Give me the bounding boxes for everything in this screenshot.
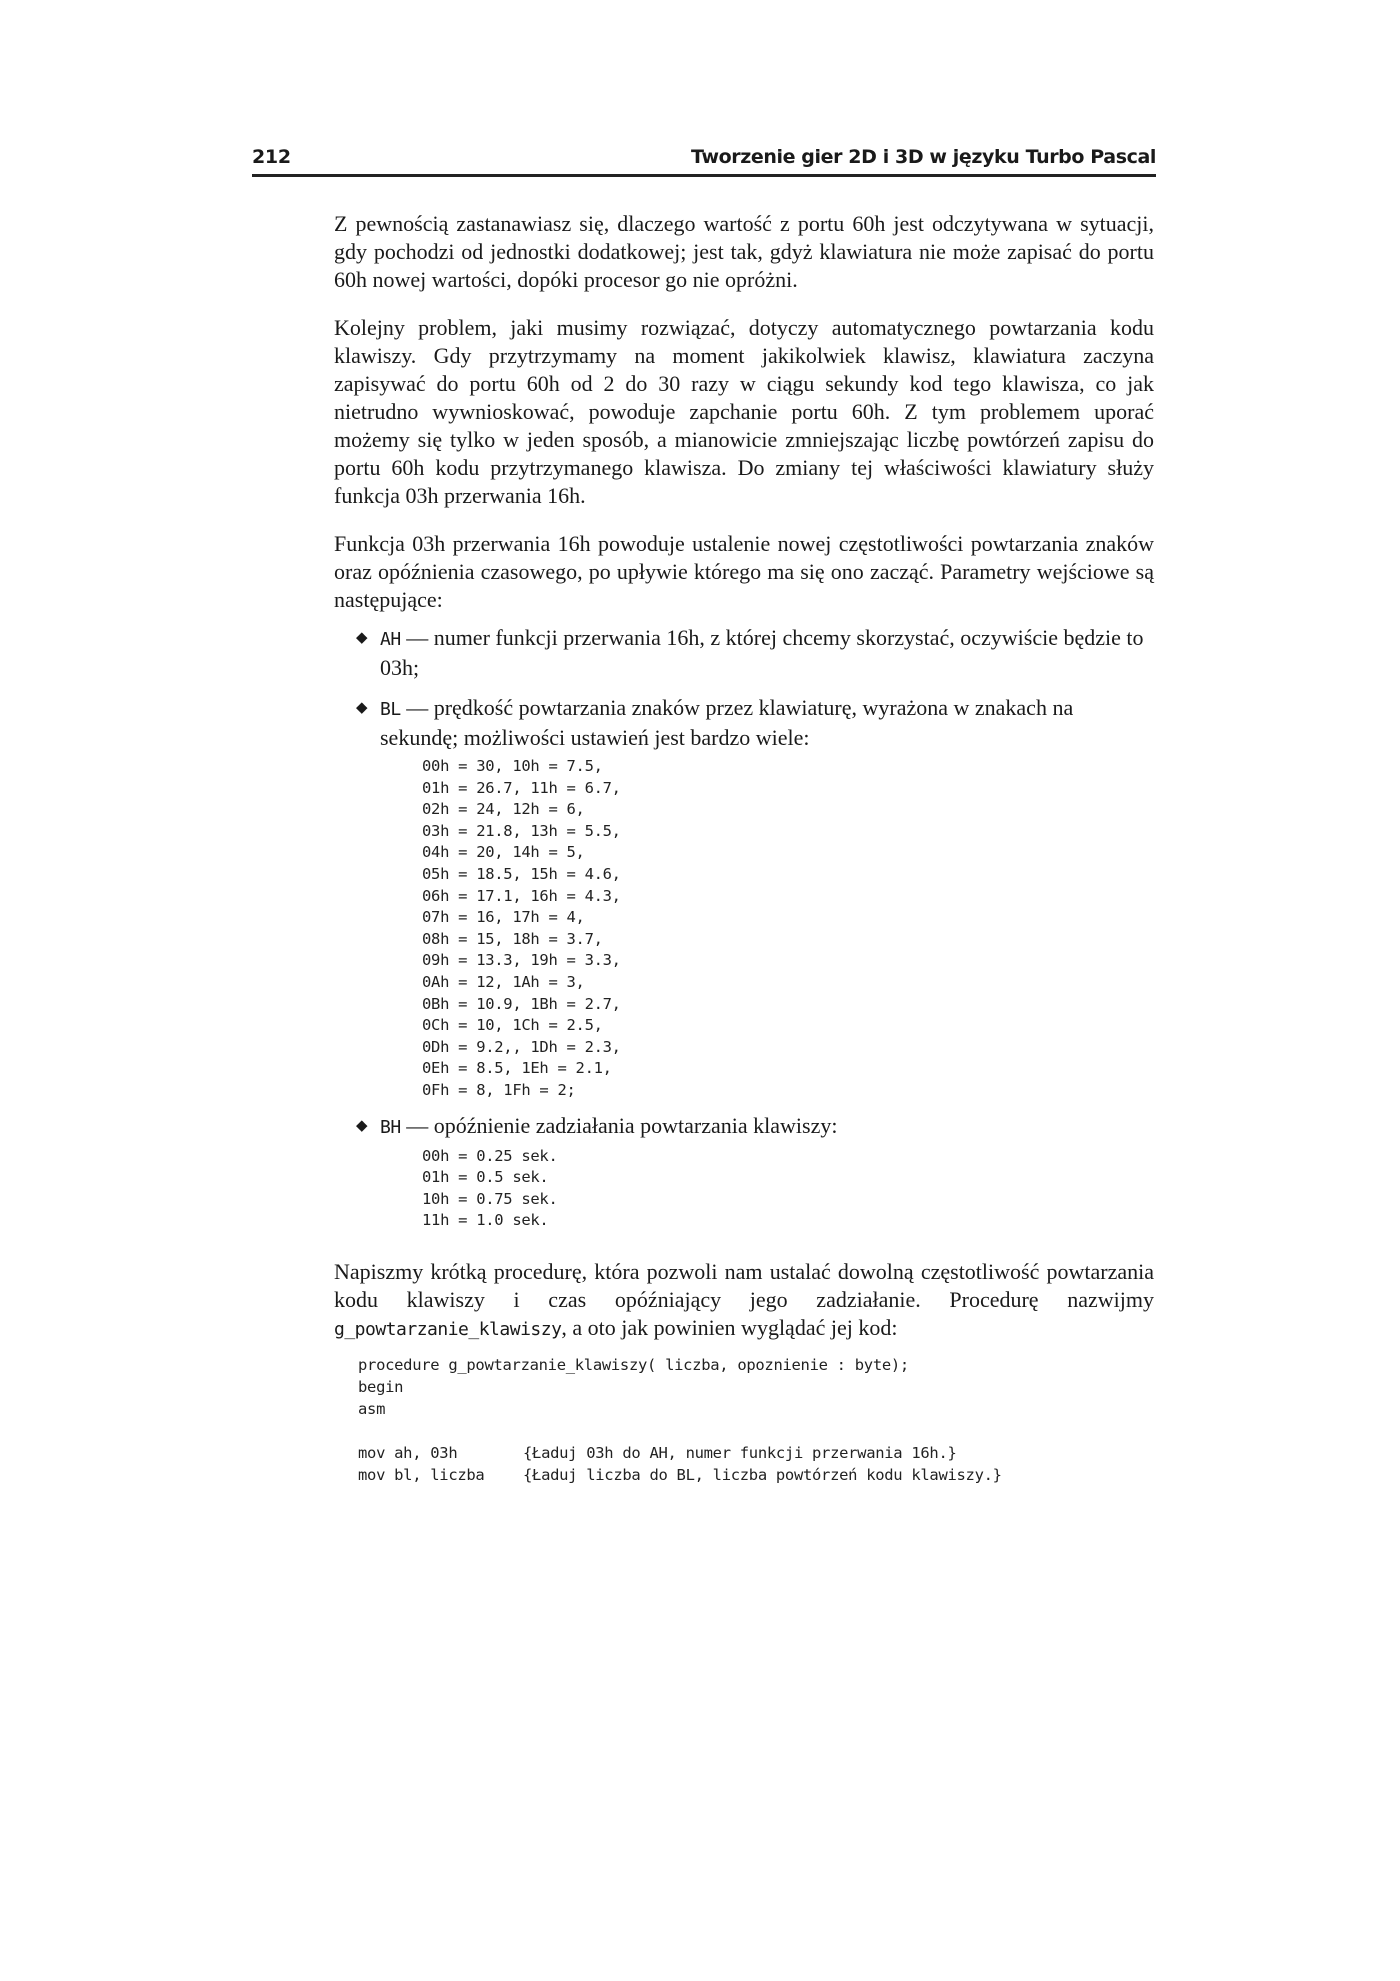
- code-listing: [358, 1354, 1154, 1486]
- register-name: BH: [380, 1116, 401, 1138]
- bl-values-list: [422, 756, 1154, 1102]
- bullet-item: [334, 694, 1154, 752]
- bullet-text: — opóźnienie zadziałania powtarzania klawiszy:: [400, 1112, 838, 1138]
- value-line: 0Dh = 9.2,, 1Dh = 2.3,: [422, 1037, 621, 1056]
- value-line: 0Eh = 8.5, 1Eh = 2.1,: [422, 1059, 612, 1078]
- paragraph-text: Napiszmy krótką procedurę, która pozwoli nam ustalać dowolną częstotliwość powtarzania kodu klawiszy i czas opóźniający jego zadziałanie. Procedurę nazwijmy: [334, 1258, 1154, 1312]
- paragraph: Funkcja 03h przerwania 16h powoduje ustalenie nowej częstotliwości powtarzania znaków oraz opóźnienia czasowego, po upływie którego ma się ono zacząć. Parametry wejściowe są następujące:: [334, 531, 1154, 612]
- value-line: 01h = 26.7, 11h = 6.7,: [422, 778, 621, 797]
- value-line: 07h = 16, 17h = 4,: [422, 908, 585, 927]
- page-content: [334, 210, 1154, 1486]
- procedure-name: g_powtarzanie_klawiszy: [334, 1318, 562, 1340]
- code-line: [358, 1420, 1154, 1442]
- paragraph: Kolejny problem, jaki musimy rozwiązać, dotyczy automatycznego powtarzania kodu klawiszy. Gdy przytrzymamy na moment jakikolwiek klawisz, klawiatura zaczyna zapisywać do portu 60h od 2 do 30 razy w ciągu sekundy kod tego klawisza, co jak nietrudno wywnioskować, powoduje zapchanie portu 60h. Z tym problemem uporać możemy się tylko w jeden sposób, a mianowicie zmniejszając liczbę powtórzeń zapisu do portu 60h kodu przytrzymanego klawisza. Do zmiany tej właściwości klawiatury służy funkcja 03h przerwania 16h.: [334, 315, 1154, 508]
- register-name: BL: [380, 699, 401, 720]
- value-line: 04h = 20, 14h = 5,: [422, 843, 585, 862]
- page-number: 212: [252, 146, 291, 168]
- code-line: [358, 1354, 1154, 1376]
- code-line: [358, 1376, 1154, 1398]
- value-line: 03h = 21.8, 13h = 5.5,: [422, 821, 621, 840]
- code-statement: mov ah, 03h: [358, 1443, 458, 1462]
- value-line: 0Ch = 10, 1Ch = 2.5,: [422, 1016, 603, 1035]
- bullet-text: — numer funkcji przerwania 16h, z której chcemy skorzystać, oczywiście będzie to 03h;: [380, 625, 1144, 680]
- code-statement: begin: [358, 1377, 404, 1396]
- running-head: Tworzenie gier 2D i 3D w języku Turbo Pascal: [690, 146, 1156, 168]
- bullet-item: [334, 1112, 1154, 1142]
- value-line: 0Ah = 12, 1Ah = 3,: [422, 972, 585, 991]
- paragraph: [334, 1258, 1154, 1344]
- value-line: 09h = 13.3, 19h = 3.3,: [422, 951, 621, 970]
- diamond-bullet-icon: ◆: [356, 700, 368, 716]
- value-line: 0Fh = 8, 1Fh = 2;: [422, 1080, 576, 1099]
- paragraph-text: , a oto jak powinien wyglądać jej kod:: [561, 1314, 898, 1340]
- bh-values-list: [422, 1146, 1154, 1232]
- bullet-item: [334, 624, 1154, 682]
- code-line: [358, 1398, 1154, 1420]
- value-line: 02h = 24, 12h = 6,: [422, 800, 585, 819]
- value-line: 0Bh = 10.9, 1Bh = 2.7,: [422, 994, 621, 1013]
- value-line: 08h = 15, 18h = 3.7,: [422, 929, 603, 948]
- code-comment: {Ładuj liczba do BL, liczba powtórzeń kodu klawiszy.}: [523, 1465, 1002, 1484]
- code-line: [358, 1464, 1154, 1486]
- value-line: 06h = 17.1, 16h = 4.3,: [422, 886, 621, 905]
- value-line: 05h = 18.5, 15h = 4.6,: [422, 864, 621, 883]
- page-header: [252, 146, 1156, 177]
- code-comment: {Ładuj 03h do AH, numer funkcji przerwania 16h.}: [523, 1443, 957, 1462]
- paragraph: Z pewnością zastanawiasz się, dlaczego wartość z portu 60h jest odczytywana w sytuacji, gdy pochodzi od jednostki dodatkowej; jest tak, gdyż klawiatura nie może zapisać do portu 60h nowej wartości, dopóki procesor go nie opróżni.: [334, 211, 1154, 292]
- register-name: AH: [380, 629, 401, 650]
- bullet-text: — prędkość powtarzania znaków przez klawiaturę, wyrażona w znakach na sekundę; możliwości ustawień jest bardzo wiele:: [380, 695, 1074, 750]
- code-statement: procedure g_powtarzanie_klawiszy( liczba, opoznienie : byte);: [358, 1355, 909, 1374]
- code-line: [358, 1442, 1154, 1464]
- code-statement: mov bl, liczba: [358, 1465, 485, 1484]
- diamond-bullet-icon: ◆: [356, 1117, 368, 1134]
- value-line: 00h = 30, 10h = 7.5,: [422, 757, 603, 775]
- value-line: 11h = 1.0 sek.: [422, 1211, 549, 1230]
- code-statement: asm: [358, 1399, 386, 1418]
- value-line: 00h = 0.25 sek.: [422, 1146, 558, 1165]
- value-line: 01h = 0.5 sek.: [422, 1168, 549, 1187]
- value-line: 10h = 0.75 sek.: [422, 1189, 558, 1208]
- diamond-bullet-icon: ◆: [356, 630, 368, 646]
